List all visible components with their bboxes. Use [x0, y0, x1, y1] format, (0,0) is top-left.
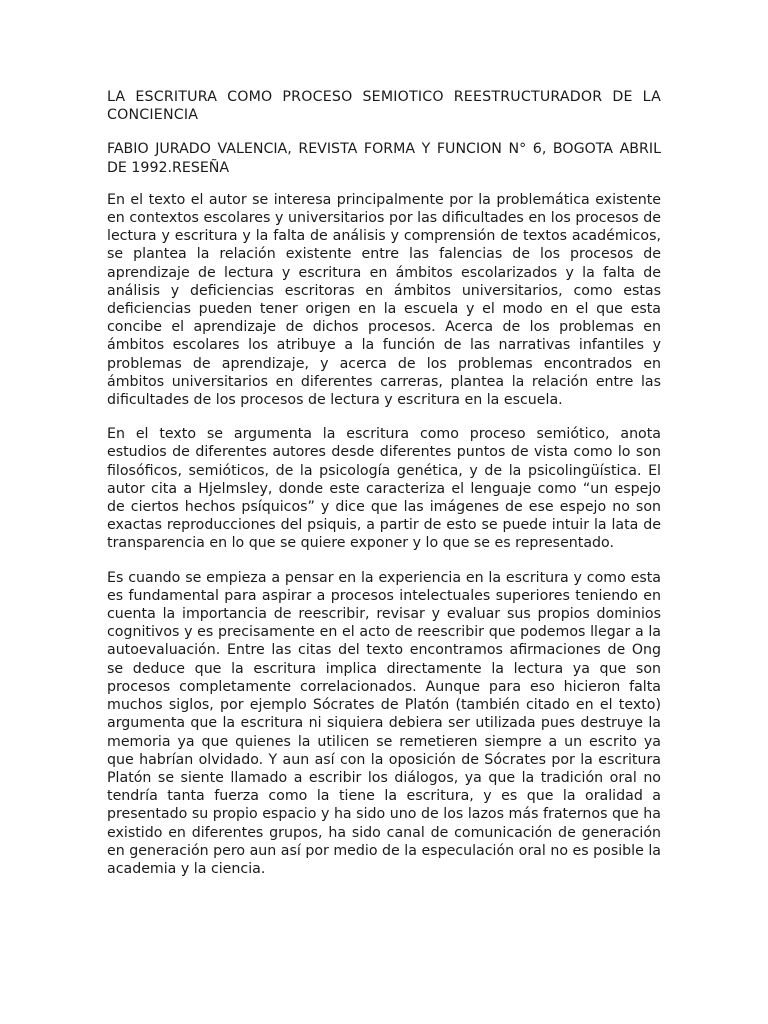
document-page [107, 88, 661, 894]
document-byline: FABIO JURADO VALENCIA, REVISTA FORMA Y FUNCION N° 6, BOGOTA ABRIL DE 1992.RESEÑA [107, 141, 661, 176]
paragraph-2: En el texto se argumenta la escritura como proceso semiótico, anota estudios de diferentes autores desde diferentes puntos de vista como lo son filosóficos, semióticos, de la psicología genética, y de la psicolingüística. El autor cita a Hjelmsley, donde este caracteriza el lenguaje como “un espejo de ciertos hechos psíquicos” y dice que las imágenes de ese espejo no son exactas reproducciones del psiquis, a partir de esto se puede intuir la lata de transparencia en lo que se quiere exponer y lo que se es representado. [107, 426, 661, 552]
paragraph-3: Es cuando se empieza a pensar en la experiencia en la escritura y como esta es fundamental para aspirar a procesos intelectuales superiores teniendo en cuenta la importancia de reescribir, revisar y evaluar sus propios dominios cognitivos y es precisamente en el acto de reescribir que podemos llegar a la autoevaluación. Entre las citas del texto encontramos afirmaciones de Ong se deduce que la escritura implica directamente la lectura ya que son procesos completamente correlacionados. Aunque para eso hicieron falta muchos siglos, por ejemplo Sócrates de Platón (también citado en el texto) argumenta que la escritura ni siquiera debiera ser utilizada pues destruye la memoria ya que quienes la utilicen se remetieren siempre a un escrito ya que habrían olvidado. Y aun así con la oposición de Sócrates por la escritura Platón se siente llamado a escribir los diálogos, ya que la tradición oral no tendría tanta fuerza como la tiene la escritura, y es que la oralidad a presentado su propio espacio y ha sido uno de los lazos más fraternos que ha existido en diferentes grupos, ha sido canal de comunicación de generación en generación pero aun así por medio de la especulación oral no es posible la academia y la ciencia. [107, 569, 661, 877]
document-title: LA ESCRITURA COMO PROCESO SEMIOTICO REESTRUCTURADOR DE LA CONCIENCIA [107, 89, 661, 124]
paragraph-1: En el texto el autor se interesa principalmente por la problemática existente en contextos escolares y universitarios por las dificultades en los procesos de lectura y escritura y la falta de análisis y comprensión de textos académicos, se plantea la relación existente entre las falencias de los procesos de aprendizaje de lectura y escritura en ámbitos escolarizados y la falta de análisis y deficiencias escritoras en ámbitos universitarios, como estas deficiencias pueden tener origen en la escuela y el modo en el que esta concibe el aprendizaje de dichos procesos. Acerca de los problemas en ámbitos escolares los atribuye a la función de las narrativas infantiles y problemas de aprendizaje, y acerca de los problemas encontrados en ámbitos universitarios en diferentes carreras, plantea la relación entre las dificultades de los procesos de lectura y escritura en la escuela. [107, 191, 661, 409]
